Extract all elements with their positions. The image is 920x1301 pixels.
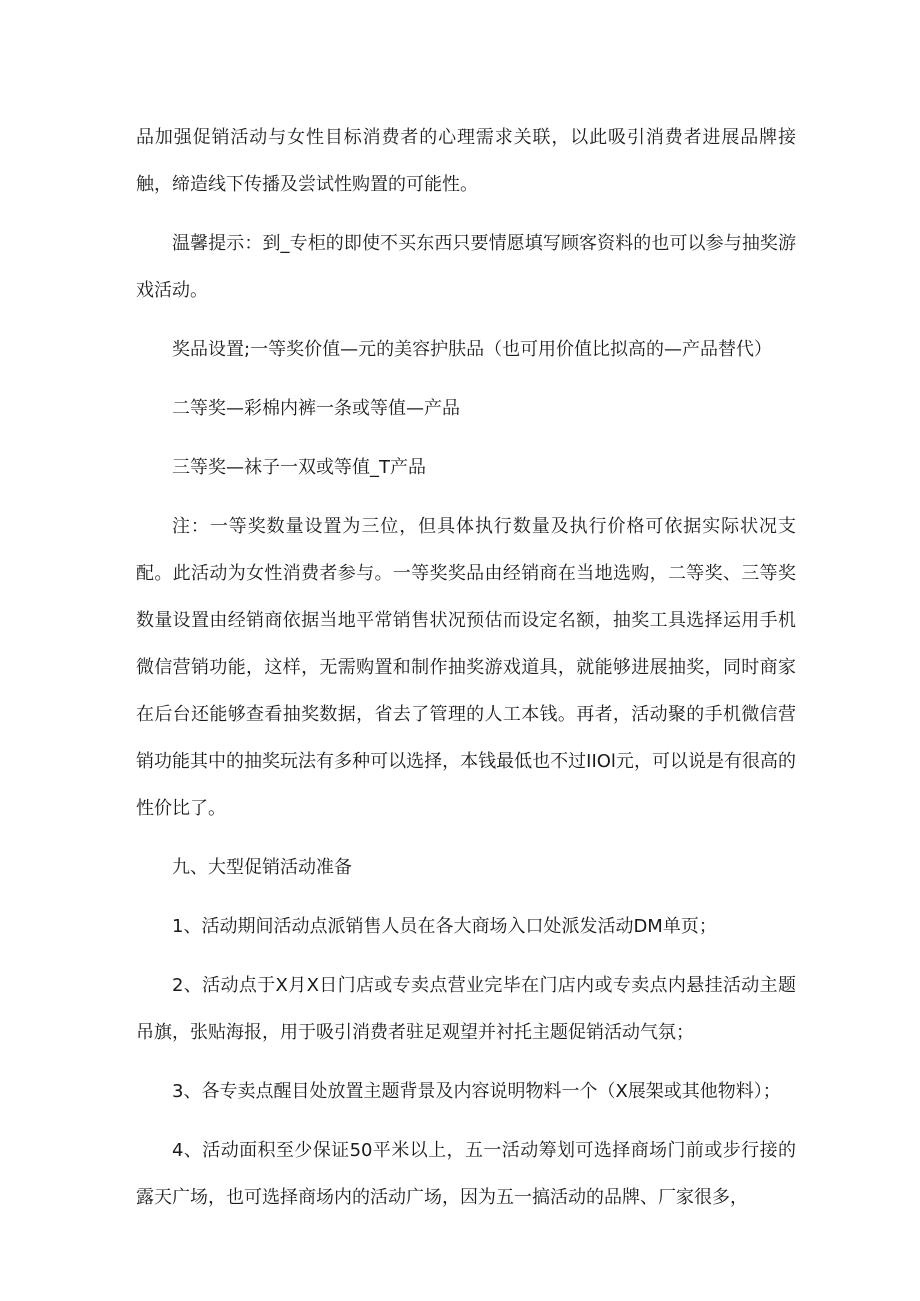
paragraph-note: 注：一等奖数量设置为三位，但具体执行数量及执行价格可依据实际状况支配。此活动为女性消费者参与。一等奖奖品由经销商在当地选购，二等奖、三等奖数量设置由经销商依据当地平常销售状况预估而设定名额，抽奖工具选择运用手机微信营销功能，这样，无需购置和制作抽奖游戏道具，就能够进展抽奖，同时商家在后台还能够查看抽奖数据，省去了管理的人工本钱。再者，活动聚的手机微信营销功能其中的抽奖玩法有多种可以选择，本钱最低也不过IIOl元，可以说是有很高的性价比了。 xyxy=(136,516,796,819)
document-body xyxy=(136,114,796,1233)
list-item-3: 3、各专卖点醒目处放置主题背景及内容说明物料一个（X展架或其他物料）； xyxy=(172,1081,781,1102)
paragraph-tip: 温馨提示：到_专柜的即使不买东西只要情愿填写顾客资料的也可以参与抽奖游戏活动。 xyxy=(136,233,796,301)
list-item-2: 2、活动点于X月X日门店或专卖点营业完毕在门店内或专卖点内悬挂活动主题吊旗，张贴海报，用于吸引消费者驻足观望并衬托主题促销活动气氛； xyxy=(136,975,796,1043)
paragraph-intro-continued: 品加强促销活动与女性目标消费者的心理需求关联，以此吸引消费者进展品牌接触，缔造线下传播及尝试性购置的可能性。 xyxy=(136,127,796,195)
paragraph-third-prize: 三等奖—袜子一双或等值_T产品 xyxy=(172,457,426,478)
paragraph-second-prize: 二等奖—彩棉内裤一条或等值—产品 xyxy=(172,398,460,419)
list-item-1: 1、活动期间活动点派销售人员在各大商场入口处派发活动DM单页； xyxy=(172,916,717,937)
list-item-4: 4、活动面积至少保证50平米以上，五一活动筹划可选择商场门前或步行接的露天广场，也可选择商场内的活动广场，因为五一搞活动的品牌、厂家很多， xyxy=(136,1140,796,1208)
section-heading-preparation: 九、大型促销活动准备 xyxy=(172,857,352,878)
paragraph-first-prize: 奖品设置;一等奖价值—元的美容护肤品（也可用价值比拟高的—产品替代） xyxy=(172,339,773,360)
